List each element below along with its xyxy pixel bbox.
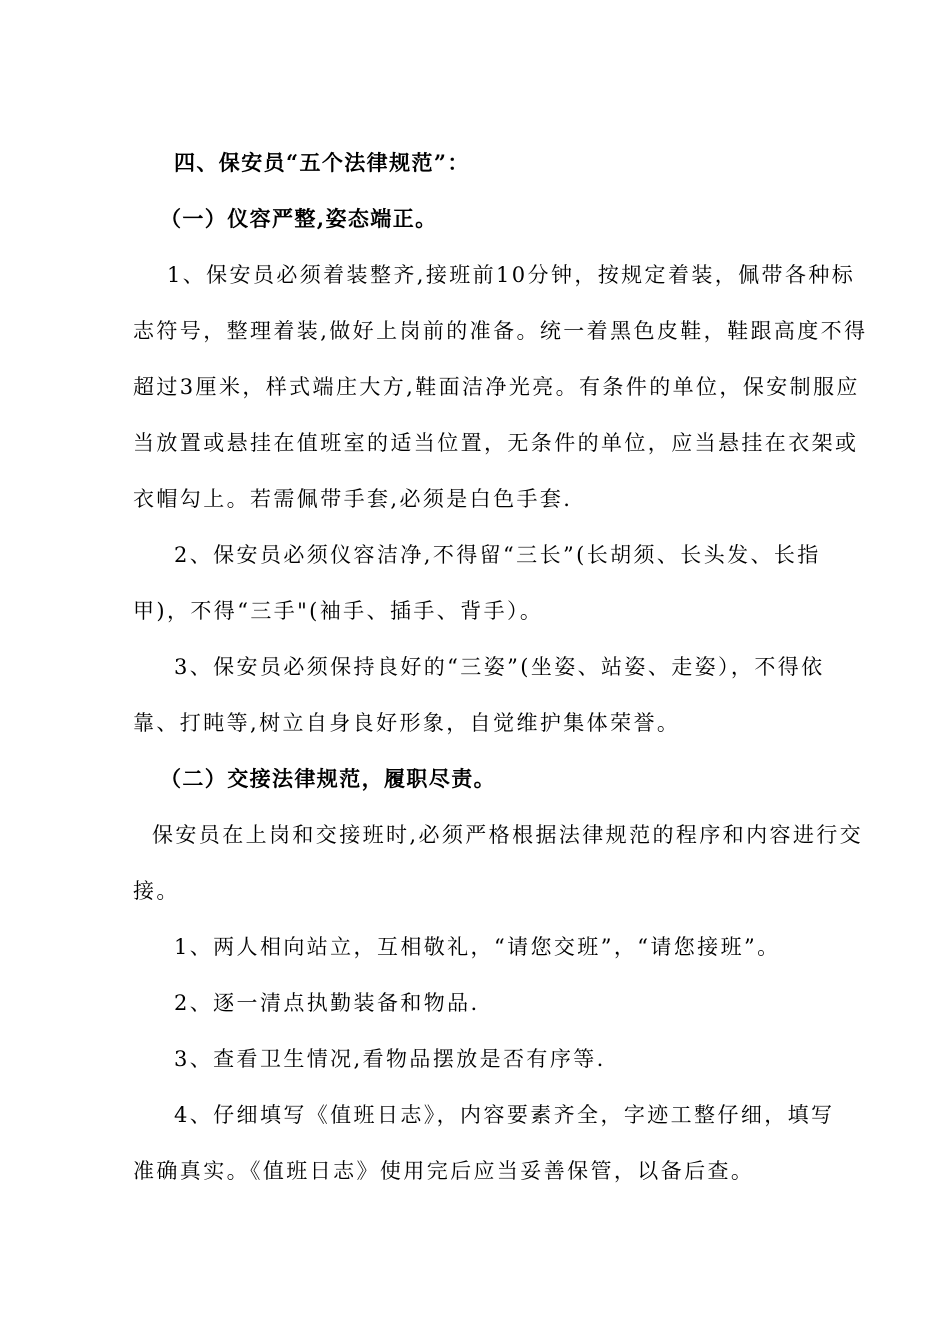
paragraph-line: 准确真实。《值班日志》使用完后应当妥善保管，以备后查。 [133,1159,755,1183]
paragraph-line: 2、保安员必须仪容洁净,不得留“三长”(长胡须、长头发、长指 [174,543,821,567]
paragraph-line: 1、保安员必须着装整齐,接班前10分钟，按规定着装，佩带各种标 [167,263,856,287]
paragraph-line: 4、仔细填写《值班日志》，内容要素齐全，字迹工整仔细，填写 [174,1103,835,1127]
subsection-heading-1: （一）仪容严整,姿态端正。 [160,206,438,231]
paragraph-line: 当放置或悬挂在值班室的适当位置，无条件的单位，应当悬挂在衣架或 [133,431,859,455]
paragraph-line: 3、保安员必须保持良好的“三姿”(坐姿、站姿、走姿），不得依 [174,655,825,679]
section-heading: 四、保安员“五个法律规范”： [174,150,470,175]
paragraph-line: 甲)，不得“三手"(袖手、插手、背手）。 [133,599,544,623]
paragraph-line: 靠、打盹等,树立自身良好形象，自觉维护集体荣誉。 [133,711,681,735]
paragraph-line: 1、两人相向站立，互相敬礼，“请您交班”，“请您接班”。 [174,935,781,959]
paragraph-line: 保安员在上岗和交接班时,必须严格根据法律规范的程序和内容进行交 [152,823,864,847]
paragraph-line: 2、逐一清点执勤装备和物品. [174,991,480,1015]
paragraph-line: 3、查看卫生情况,看物品摆放是否有序等. [174,1047,606,1071]
subsection-heading-2: （二）交接法律规范，履职尽责。 [160,766,496,791]
paragraph-line: 超过3厘米，样式端庄大方,鞋面洁净光亮。有条件的单位，保安制服应 [133,375,860,399]
paragraph-line: 接。 [133,879,180,903]
paragraph-line: 志符号，整理着装,做好上岗前的准备。统一着黑色皮鞋，鞋跟高度不得 [133,319,868,343]
paragraph-line: 衣帽勾上。若需佩带手套,必须是白色手套. [133,487,573,511]
